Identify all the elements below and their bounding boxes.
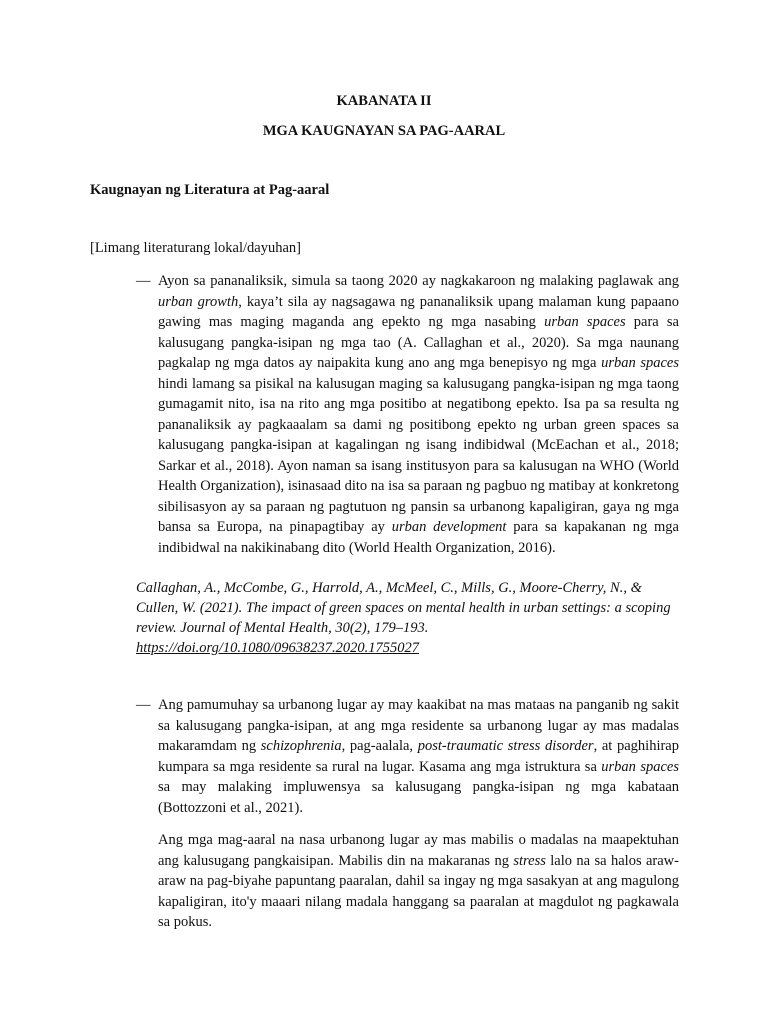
literature-entry-2 xyxy=(136,695,679,818)
chapter-title: MGA KAUGNAYAN SA PAG-AARAL xyxy=(262,123,506,139)
italic-term: urban growth xyxy=(158,293,239,310)
section-heading: Kaugnayan ng Literatura at Pag-aaral xyxy=(90,182,330,198)
dash-bullet: — xyxy=(136,697,151,713)
italic-term: stress xyxy=(513,852,546,869)
italic-term: urban spaces xyxy=(601,758,679,775)
italic-term: schizophrenia xyxy=(260,738,342,754)
italic-term: urban spaces xyxy=(544,314,626,330)
dash-bullet: — xyxy=(136,273,151,289)
doi-link[interactable]: https://doi.org/10.1080/09638237.2020.1755027 xyxy=(136,640,420,656)
literature-note: [Limang literaturang lokal/dayuhan] xyxy=(90,240,301,256)
entry-1-text: Ayon sa pananaliksik, simula sa taong 2020 ay nagkakaroon ng malaking paglawak ang urban growth, kaya’t sila ay nagsagawa ng pananaliksik upang malaman kung papaano gawing mas maging maganda ang epekto ng mga nasabing urban spaces para sa kalusugang pangka-isipan ng mga tao (A. Callaghan et al., 2020). Sa mga naunang pagkalap ng mga datos ay naipakita kung ano ang mga benepisyo ng mga urban spaces hindi lamang sa pisikal na kalusugan maging sa kalusugang pangka-isipan ng mga taong gumagamit nito, isa na rito ang mga positibo at negatibong epekto. Isa pa sa resulta ng pananaliksik ay pagkaaalam sa dami ng positibong epekto ng urban green spaces sa kalusugang pangka-isipan at kagalingan ng isang indibidwal (McEachan et al., 2018; Sarkar et al., 2018). Ayon naman sa isang institusyon para sa kalusugan na WHO (World Health Organization), isinasaad dito na isa sa paraan ng pagbuo ng matibay at konkretong sibilisasyon ay sa paraan ng pagtutuon ng pansin sa urbanong kapaligiran, gaya ng mga bansa sa Europa, na pinapagtibay ay urban development para sa kapakanan ng mga indibidwal na nakikinabang dito (World Health Organization, 2016). xyxy=(158,273,679,556)
italic-term: urban spaces xyxy=(601,355,679,371)
entry-2-paragraph-2: Ang mga mag-aaral na nasa urbanong lugar ay mas mabilis o madalas na maapektuhan ang kalusugang pangkaisipan. Mabilis din na makaranas ng stress lalo na sa halos araw-araw na pag-biyahe papuntang paaralan, dahil sa ingay ng mga sasakyan at ang magulong kapaligiran, ito'y maaari nilang madala hanggang sa paaralan at magdulot ng pagkawala sa pokus. xyxy=(158,832,680,930)
chapter-number: KABANATA II xyxy=(336,93,432,109)
reference-citation: Callaghan, A., McCombe, G., Harrold, A., McMeel, C., Mills, G., Moore-Cherry, N., & Cullen, W. (2021). The impact of green spaces on mental health in urban settings: a scoping review. Journal of Mental Health, 30(2), 179–193. https://doi.org/10.1080/09638237.2020.1755027 xyxy=(136,580,671,656)
italic-term: urban development xyxy=(391,519,507,535)
italic-term: post-traumatic stress disorder xyxy=(417,738,594,754)
literature-entry-1 xyxy=(136,271,679,558)
entry-2-text: Ang pamumuhay sa urbanong lugar ay may kaakibat na mas mataas na panganib ng sakit sa kalusugang pangka-isipan, at ang mga residente sa urbanong lugar ay mas madalas makaramdam ng schizophrenia, pag-aalala, post-traumatic stress disorder, at paghihirap kumpara sa mga residente sa rural na lugar. Kasama ang mga istruktura sa urban spaces sa may malaking impluwensya sa kalusugang pangka-isipan ng mga kabataan (Bottozzoni et al., 2021). xyxy=(158,697,679,816)
